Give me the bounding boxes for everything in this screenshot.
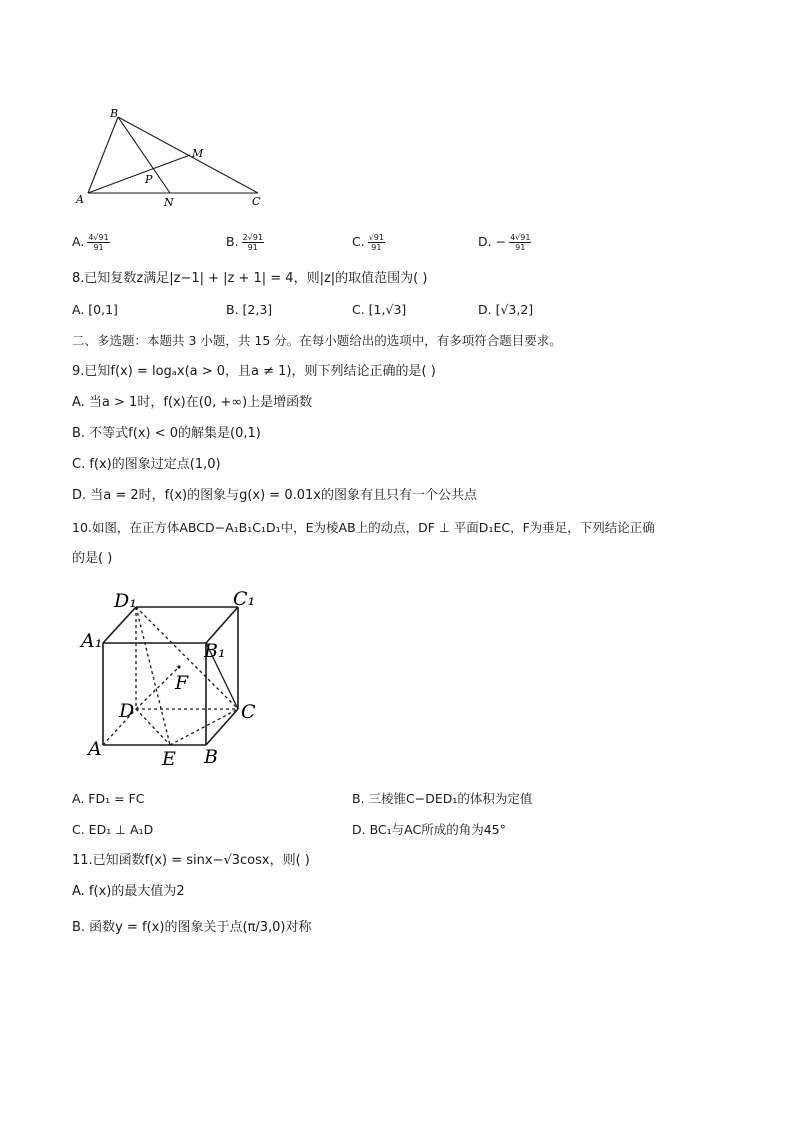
q8-option-c[interactable]: C. [1,√3]	[352, 302, 407, 317]
label-B: B	[204, 746, 218, 768]
label-C: C	[241, 701, 256, 723]
q8-option-b[interactable]: B. [2,3]	[226, 302, 273, 317]
label-A: A	[76, 193, 84, 206]
q7-option-d[interactable]: D. − $\frac{4√91}{91}$	[478, 233, 531, 252]
q8-option-a[interactable]: A. [0,1]	[72, 302, 118, 317]
label-C: C	[252, 195, 261, 208]
label-F: F	[175, 672, 189, 694]
q7-option-b[interactable]: B. $\frac{2√91}{91}$	[226, 233, 263, 252]
section-heading: 二、多选题：本题共 3 小题，共 15 分。在每小题给出的选项中，有多项符合题目要求。	[72, 333, 562, 348]
q10-option-c[interactable]: C. ED₁ ⊥ A₁D	[72, 822, 154, 837]
q7-option-a[interactable]: A. $\frac{4√91}{91}$	[72, 233, 109, 252]
label-B1: B₁	[204, 640, 226, 662]
label-D1: D₁	[114, 590, 137, 612]
q10-option-b[interactable]: B. 三棱锥C−DED₁的体积为定值	[352, 791, 533, 806]
q10-option-a[interactable]: A. FD₁ = FC	[72, 791, 145, 806]
triangle-figure	[70, 105, 270, 210]
cube-figure	[78, 585, 268, 770]
q7-option-c[interactable]: C. $\frac{√91}{91}$	[352, 233, 384, 252]
label-C1: C₁	[233, 588, 256, 610]
label-B: B	[110, 107, 119, 120]
label-A1: A₁	[81, 630, 103, 652]
label-E: E	[162, 748, 176, 770]
q11-option-a[interactable]: A. f(x)的最大值为2	[72, 884, 185, 899]
q9-option-d[interactable]: D. 当a = 2时，f(x)的图象与g(x) = 0.01x的图象有且只有一个公共点	[72, 488, 477, 503]
q8-option-d[interactable]: D. [√3,2]	[478, 302, 534, 317]
q9-option-a[interactable]: A. 当a > 1时，f(x)在(0, +∞)上是增函数	[72, 395, 313, 410]
label-A: A	[88, 738, 102, 760]
q9-option-b[interactable]: B. 不等式f(x) < 0的解集是(0,1)	[72, 426, 261, 441]
q11-stem: 11.已知函数f(x) = sinx−√3cosx，则( )	[72, 853, 310, 868]
label-M: M	[192, 147, 204, 160]
q9-option-c[interactable]: C. f(x)的图象过定点(1,0)	[72, 457, 221, 472]
label-N: N	[164, 196, 174, 209]
q11-option-b[interactable]: B. 函数y = f(x)的图象关于点(π/3,0)对称	[72, 920, 312, 935]
q9-stem: 9.已知f(x) = logₐx(a > 0，且a ≠ 1)，则下列结论正确的是( )	[72, 364, 436, 379]
label-P: P	[145, 173, 153, 186]
q10-stem-line2: 的是( )	[72, 551, 113, 566]
label-D: D	[119, 700, 135, 722]
q10-stem-line1: 10.如图，在正方体ABCD−A₁B₁C₁D₁中，E为棱AB上的动点，DF ⊥ 平面D₁EC，F为垂足，下列结论正确	[72, 520, 655, 535]
q8-stem: 8.已知复数z满足|z−1| + |z + 1| = 4，则|z|的取值范围为( )	[72, 271, 428, 286]
q10-option-d[interactable]: D. BC₁与AC所成的角为45°	[352, 822, 506, 837]
